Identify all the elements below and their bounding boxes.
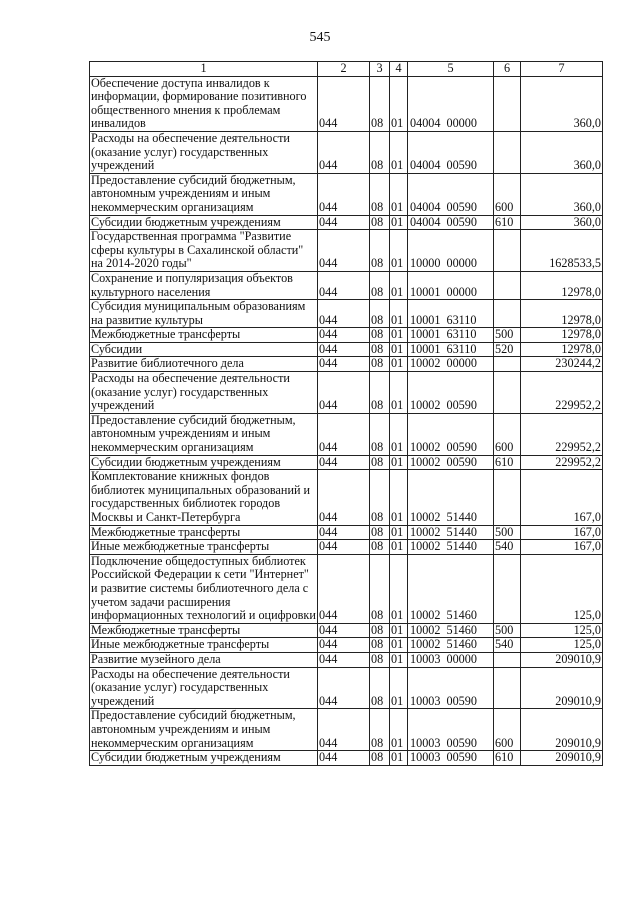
target-article-direction: 00590 bbox=[446, 158, 477, 173]
table-row bbox=[90, 76, 603, 131]
row-section-code: 08 bbox=[370, 554, 390, 623]
row-name: Предоставление субсидий бюджетным, автономным учреждениям и иным некоммерческим организациям bbox=[90, 413, 318, 455]
row-ministry-code: 044 bbox=[318, 709, 370, 751]
row-ministry-code: 044 bbox=[318, 638, 370, 653]
table-row bbox=[90, 173, 603, 215]
target-article-program: 10003 bbox=[410, 652, 441, 666]
row-amount: 229952,2 bbox=[521, 372, 603, 414]
row-expense-type bbox=[494, 230, 521, 272]
row-subsection-code: 01 bbox=[390, 652, 408, 667]
target-article-direction: 63110 bbox=[446, 342, 477, 356]
row-name: Обеспечение доступа инвалидов к информации, формирование позитивного общественного мнения к проблемам инвалидов bbox=[90, 76, 318, 131]
target-article-program: 10002 bbox=[410, 623, 441, 637]
row-expense-type bbox=[494, 76, 521, 131]
row-target-article bbox=[408, 554, 494, 623]
row-target-article bbox=[408, 215, 494, 230]
target-article-direction: 00000 bbox=[446, 116, 477, 131]
row-amount: 229952,2 bbox=[521, 413, 603, 455]
table-row bbox=[90, 525, 603, 540]
row-name: Субсидии бюджетным учреждениям bbox=[90, 455, 318, 470]
row-expense-type bbox=[494, 271, 521, 299]
row-name: Субсидии bbox=[90, 342, 318, 357]
table-row bbox=[90, 667, 603, 709]
row-amount: 125,0 bbox=[521, 623, 603, 638]
target-article-program: 10003 bbox=[410, 735, 441, 750]
row-subsection-code: 01 bbox=[390, 554, 408, 623]
row-target-article bbox=[408, 751, 494, 766]
row-section-code: 08 bbox=[370, 131, 390, 173]
target-article-direction: 63110 bbox=[446, 312, 477, 327]
row-section-code: 08 bbox=[370, 623, 390, 638]
row-target-article bbox=[408, 271, 494, 299]
target-article-direction: 51440 bbox=[446, 525, 477, 539]
table-row bbox=[90, 623, 603, 638]
header-col-7: 7 bbox=[521, 62, 603, 77]
row-target-article bbox=[408, 470, 494, 525]
page-number: 545 bbox=[309, 30, 331, 45]
target-article-direction: 51440 bbox=[446, 510, 477, 524]
row-target-article bbox=[408, 667, 494, 709]
row-name: Расходы на обеспечение деятельности (оказание услуг) государственных учреждений bbox=[90, 372, 318, 414]
target-article-direction: 51460 bbox=[446, 637, 477, 652]
row-subsection-code: 01 bbox=[390, 372, 408, 414]
row-section-code: 08 bbox=[370, 357, 390, 372]
row-section-code: 08 bbox=[370, 215, 390, 230]
target-article-program: 10003 bbox=[410, 750, 441, 765]
row-ministry-code: 044 bbox=[318, 413, 370, 455]
row-subsection-code: 01 bbox=[390, 455, 408, 470]
row-expense-type: 500 bbox=[494, 328, 521, 343]
target-article-program: 10002 bbox=[410, 525, 441, 539]
row-subsection-code: 01 bbox=[390, 76, 408, 131]
target-article-program: 10002 bbox=[410, 440, 441, 455]
row-target-article bbox=[408, 328, 494, 343]
table-row bbox=[90, 230, 603, 272]
table-row bbox=[90, 131, 603, 173]
header-col-6: 6 bbox=[494, 62, 521, 77]
header-col-5: 5 bbox=[408, 62, 494, 77]
row-name: Развитие библиотечного дела bbox=[90, 357, 318, 372]
row-section-code: 08 bbox=[370, 413, 390, 455]
table-row bbox=[90, 709, 603, 751]
row-name: Межбюджетные трансферты bbox=[90, 623, 318, 638]
row-ministry-code: 044 bbox=[318, 652, 370, 667]
target-article-direction: 00590 bbox=[446, 215, 477, 229]
table-row bbox=[90, 652, 603, 667]
row-section-code: 08 bbox=[370, 638, 390, 653]
target-article-program: 10001 bbox=[410, 342, 441, 356]
row-name: Субсидии бюджетным учреждениям bbox=[90, 215, 318, 230]
target-article-program: 10002 bbox=[410, 455, 441, 469]
row-expense-type: 540 bbox=[494, 540, 521, 555]
table-row bbox=[90, 357, 603, 372]
row-ministry-code: 044 bbox=[318, 554, 370, 623]
row-subsection-code: 01 bbox=[390, 638, 408, 653]
row-amount: 229952,2 bbox=[521, 455, 603, 470]
header-col-1: 1 bbox=[90, 62, 318, 77]
row-name: Сохранение и популяризация объектов культурного населения bbox=[90, 271, 318, 299]
target-article-direction: 00000 bbox=[446, 356, 477, 371]
table-row bbox=[90, 540, 603, 555]
row-subsection-code: 01 bbox=[390, 413, 408, 455]
row-subsection-code: 01 bbox=[390, 342, 408, 357]
row-section-code: 08 bbox=[370, 540, 390, 555]
row-section-code: 08 bbox=[370, 525, 390, 540]
row-target-article bbox=[408, 76, 494, 131]
row-subsection-code: 01 bbox=[390, 328, 408, 343]
row-amount: 360,0 bbox=[521, 131, 603, 173]
target-article-program: 10002 bbox=[410, 398, 441, 413]
target-article-direction: 51440 bbox=[446, 539, 477, 554]
row-amount: 12978,0 bbox=[521, 300, 603, 328]
row-name: Межбюджетные трансферты bbox=[90, 328, 318, 343]
row-amount: 209010,9 bbox=[521, 667, 603, 709]
row-amount: 12978,0 bbox=[521, 328, 603, 343]
target-article-program: 04004 bbox=[410, 199, 441, 214]
row-ministry-code: 044 bbox=[318, 751, 370, 766]
row-subsection-code: 01 bbox=[390, 230, 408, 272]
row-section-code: 08 bbox=[370, 173, 390, 215]
target-article-program: 04004 bbox=[410, 215, 441, 229]
target-article-program: 10001 bbox=[410, 284, 441, 299]
target-article-direction: 00590 bbox=[446, 199, 477, 214]
row-section-code: 08 bbox=[370, 328, 390, 343]
row-subsection-code: 01 bbox=[390, 540, 408, 555]
row-target-article bbox=[408, 638, 494, 653]
row-section-code: 08 bbox=[370, 230, 390, 272]
row-expense-type bbox=[494, 357, 521, 372]
row-ministry-code: 044 bbox=[318, 470, 370, 525]
row-name: Межбюджетные трансферты bbox=[90, 525, 318, 540]
row-target-article bbox=[408, 525, 494, 540]
row-ministry-code: 044 bbox=[318, 455, 370, 470]
row-name: Иные межбюджетные трансферты bbox=[90, 540, 318, 555]
row-expense-type bbox=[494, 652, 521, 667]
row-ministry-code: 044 bbox=[318, 667, 370, 709]
table-row bbox=[90, 470, 603, 525]
target-article-program: 10001 bbox=[410, 327, 441, 342]
target-article-program: 10002 bbox=[410, 608, 441, 623]
target-article-direction: 00000 bbox=[446, 256, 477, 271]
row-target-article bbox=[408, 300, 494, 328]
row-ministry-code: 044 bbox=[318, 623, 370, 638]
row-name: Государственная программа "Развитие сферы культуры в Сахалинской области" на 2014-2020 годы" bbox=[90, 230, 318, 272]
table-row bbox=[90, 215, 603, 230]
row-target-article bbox=[408, 540, 494, 555]
table-row bbox=[90, 638, 603, 653]
table-row bbox=[90, 328, 603, 343]
row-target-article bbox=[408, 230, 494, 272]
row-expense-type bbox=[494, 300, 521, 328]
row-amount: 167,0 bbox=[521, 525, 603, 540]
budget-table bbox=[89, 61, 603, 766]
row-name: Комплектование книжных фондов библиотек муниципальных образований и государственных библиотек городов Москвы и Санкт-Петербурга bbox=[90, 470, 318, 525]
target-article-program: 10000 bbox=[410, 256, 441, 271]
row-section-code: 08 bbox=[370, 271, 390, 299]
row-ministry-code: 044 bbox=[318, 230, 370, 272]
row-subsection-code: 01 bbox=[390, 623, 408, 638]
target-article-program: 10002 bbox=[410, 637, 441, 652]
row-name: Развитие музейного дела bbox=[90, 652, 318, 667]
row-expense-type: 540 bbox=[494, 638, 521, 653]
row-amount: 167,0 bbox=[521, 470, 603, 525]
row-ministry-code: 044 bbox=[318, 173, 370, 215]
row-target-article bbox=[408, 455, 494, 470]
row-name: Субсидии бюджетным учреждениям bbox=[90, 751, 318, 766]
row-expense-type: 610 bbox=[494, 751, 521, 766]
row-target-article bbox=[408, 709, 494, 751]
table-row bbox=[90, 554, 603, 623]
row-section-code: 08 bbox=[370, 751, 390, 766]
row-expense-type bbox=[494, 131, 521, 173]
row-name: Предоставление субсидий бюджетным, автономным учреждениям и иным некоммерческим организациям bbox=[90, 173, 318, 215]
row-ministry-code: 044 bbox=[318, 357, 370, 372]
row-ministry-code: 044 bbox=[318, 525, 370, 540]
row-subsection-code: 01 bbox=[390, 751, 408, 766]
row-target-article bbox=[408, 623, 494, 638]
row-expense-type bbox=[494, 554, 521, 623]
table-row bbox=[90, 300, 603, 328]
row-amount: 360,0 bbox=[521, 215, 603, 230]
row-expense-type: 520 bbox=[494, 342, 521, 357]
row-subsection-code: 01 bbox=[390, 173, 408, 215]
target-article-program: 04004 bbox=[410, 158, 441, 173]
header-col-3: 3 bbox=[370, 62, 390, 77]
row-ministry-code: 044 bbox=[318, 342, 370, 357]
row-expense-type: 600 bbox=[494, 173, 521, 215]
row-name: Расходы на обеспечение деятельности (оказание услуг) государственных учреждений bbox=[90, 131, 318, 173]
row-expense-type: 500 bbox=[494, 623, 521, 638]
row-amount: 1628533,5 bbox=[521, 230, 603, 272]
row-section-code: 08 bbox=[370, 652, 390, 667]
row-target-article bbox=[408, 357, 494, 372]
row-subsection-code: 01 bbox=[390, 709, 408, 751]
row-expense-type bbox=[494, 470, 521, 525]
row-name: Иные межбюджетные трансферты bbox=[90, 638, 318, 653]
row-expense-type: 610 bbox=[494, 215, 521, 230]
row-expense-type: 610 bbox=[494, 455, 521, 470]
row-target-article bbox=[408, 173, 494, 215]
row-subsection-code: 01 bbox=[390, 300, 408, 328]
row-amount: 360,0 bbox=[521, 173, 603, 215]
target-article-direction: 00590 bbox=[446, 735, 477, 750]
row-expense-type bbox=[494, 667, 521, 709]
target-article-program: 10002 bbox=[410, 539, 441, 554]
target-article-direction: 00590 bbox=[446, 455, 477, 469]
row-ministry-code: 044 bbox=[318, 300, 370, 328]
target-article-program: 10002 bbox=[410, 356, 441, 371]
row-amount: 230244,2 bbox=[521, 357, 603, 372]
row-subsection-code: 01 bbox=[390, 667, 408, 709]
target-article-program: 10002 bbox=[410, 510, 441, 524]
target-article-program: 10001 bbox=[410, 312, 441, 327]
row-name: Предоставление субсидий бюджетным, автономным учреждениям и иным некоммерческим организациям bbox=[90, 709, 318, 751]
row-amount: 209010,9 bbox=[521, 751, 603, 766]
table-header-row bbox=[90, 62, 603, 77]
table-row bbox=[90, 455, 603, 470]
row-ministry-code: 044 bbox=[318, 131, 370, 173]
row-amount: 12978,0 bbox=[521, 342, 603, 357]
row-section-code: 08 bbox=[370, 667, 390, 709]
header-col-4: 4 bbox=[390, 62, 408, 77]
row-amount: 209010,9 bbox=[521, 652, 603, 667]
row-section-code: 08 bbox=[370, 455, 390, 470]
row-ministry-code: 044 bbox=[318, 540, 370, 555]
target-article-direction: 63110 bbox=[446, 327, 477, 342]
row-target-article bbox=[408, 342, 494, 357]
target-article-direction: 00000 bbox=[446, 652, 477, 666]
row-ministry-code: 044 bbox=[318, 215, 370, 230]
row-name: Подключение общедоступных библиотек Российской Федерации к сети "Интернет" и развитие системы библиотечного дела с учетом задачи расширения информационных технологий и оцифровки bbox=[91, 554, 316, 623]
table-row bbox=[90, 271, 603, 299]
table-row bbox=[90, 413, 603, 455]
target-article-direction: 00590 bbox=[446, 398, 477, 413]
row-amount: 209010,9 bbox=[521, 709, 603, 751]
row-ministry-code: 044 bbox=[318, 372, 370, 414]
row-section-code: 08 bbox=[370, 470, 390, 525]
row-subsection-code: 01 bbox=[390, 271, 408, 299]
row-target-article bbox=[408, 652, 494, 667]
row-subsection-code: 01 bbox=[390, 470, 408, 525]
target-article-direction: 51460 bbox=[446, 608, 477, 623]
row-expense-type: 600 bbox=[494, 709, 521, 751]
target-article-direction: 00590 bbox=[446, 693, 477, 708]
row-section-code: 08 bbox=[370, 709, 390, 751]
table-row bbox=[90, 751, 603, 766]
table-row bbox=[90, 372, 603, 414]
row-ministry-code: 044 bbox=[318, 271, 370, 299]
row-section-code: 08 bbox=[370, 372, 390, 414]
row-subsection-code: 01 bbox=[390, 525, 408, 540]
row-expense-type: 600 bbox=[494, 413, 521, 455]
target-article-direction: 00590 bbox=[446, 750, 477, 765]
row-section-code: 08 bbox=[370, 342, 390, 357]
row-amount: 360,0 bbox=[521, 76, 603, 131]
row-ministry-code: 044 bbox=[318, 328, 370, 343]
row-section-code: 08 bbox=[370, 76, 390, 131]
header-col-2: 2 bbox=[318, 62, 370, 77]
target-article-program: 04004 bbox=[410, 116, 441, 131]
target-article-direction: 00000 bbox=[446, 284, 477, 299]
row-target-article bbox=[408, 372, 494, 414]
row-target-article bbox=[408, 413, 494, 455]
row-expense-type: 500 bbox=[494, 525, 521, 540]
row-expense-type bbox=[494, 372, 521, 414]
row-amount: 125,0 bbox=[521, 638, 603, 653]
row-amount: 167,0 bbox=[521, 540, 603, 555]
table-row bbox=[90, 342, 603, 357]
row-name: Расходы на обеспечение деятельности (оказание услуг) государственных учреждений bbox=[90, 667, 318, 709]
row-section-code: 08 bbox=[370, 300, 390, 328]
target-article-direction: 51460 bbox=[446, 623, 477, 637]
row-name: Субсидия муниципальным образованиям на развитие культуры bbox=[90, 300, 318, 328]
row-ministry-code: 044 bbox=[318, 76, 370, 131]
row-amount: 12978,0 bbox=[521, 271, 603, 299]
row-target-article bbox=[408, 131, 494, 173]
row-subsection-code: 01 bbox=[390, 357, 408, 372]
row-subsection-code: 01 bbox=[390, 215, 408, 230]
row-subsection-code: 01 bbox=[390, 131, 408, 173]
target-article-program: 10003 bbox=[410, 693, 441, 708]
target-article-direction: 00590 bbox=[446, 440, 477, 455]
row-amount: 125,0 bbox=[521, 554, 603, 623]
